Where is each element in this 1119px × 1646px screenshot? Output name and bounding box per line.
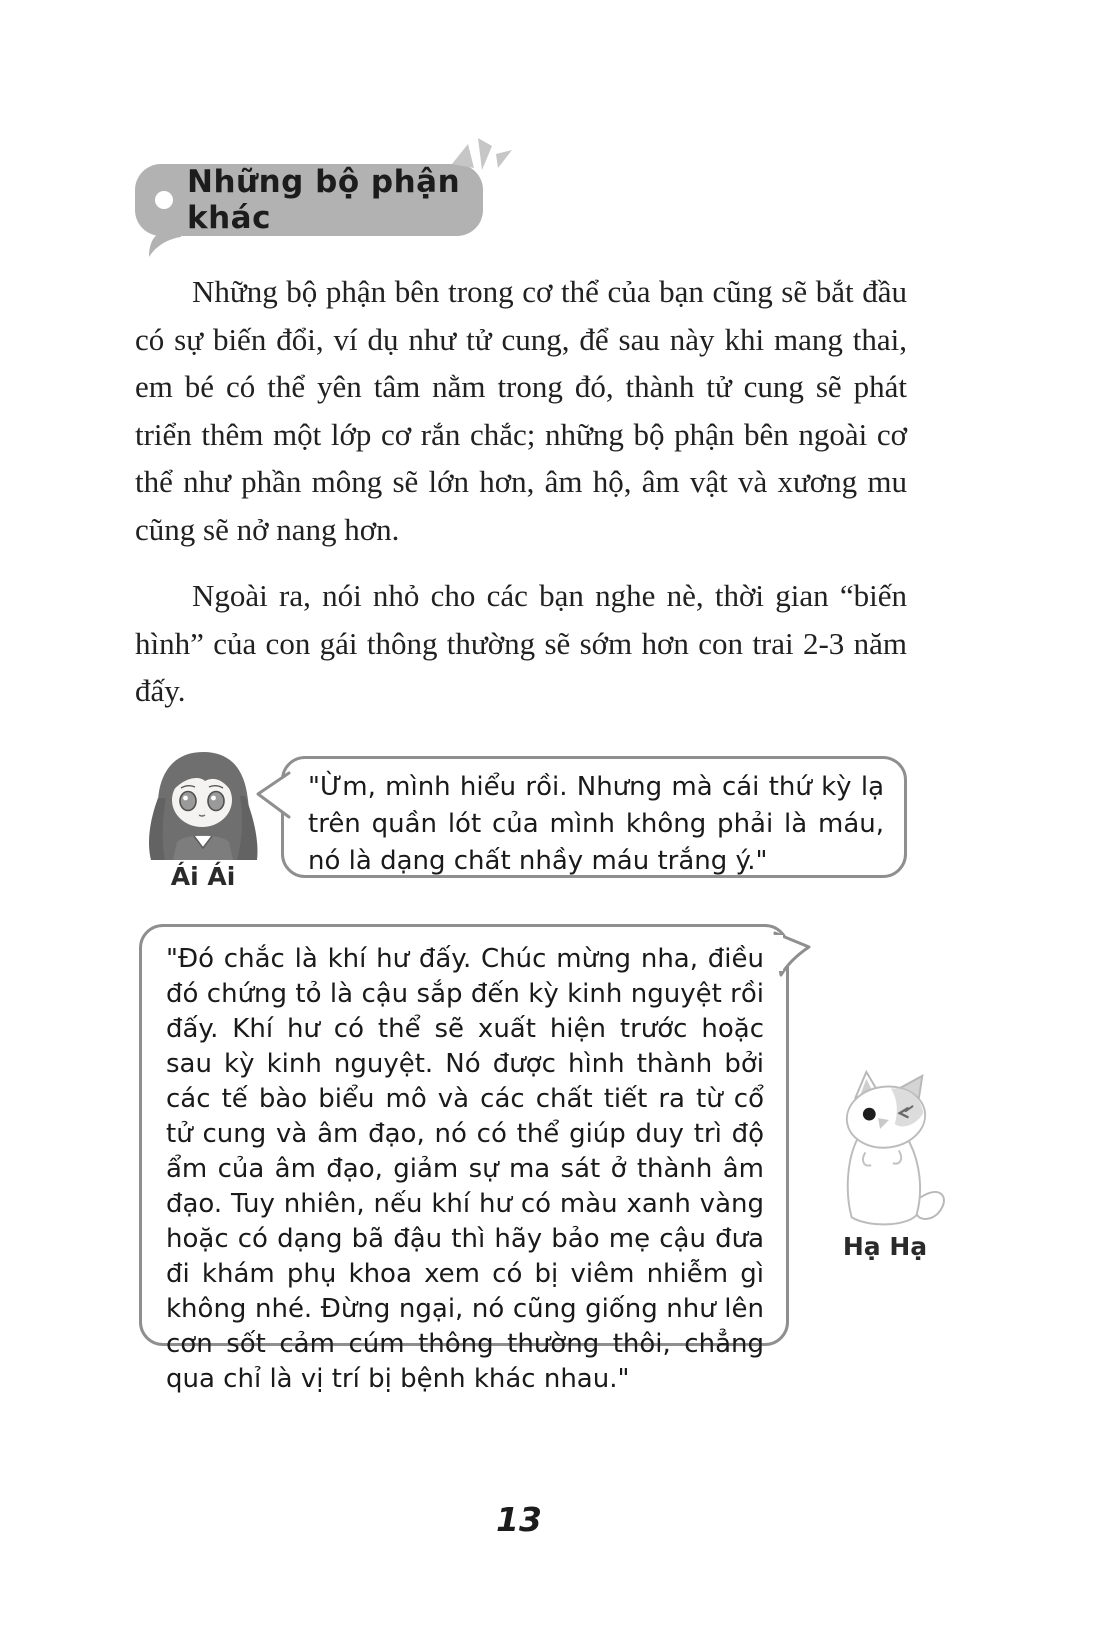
speaker-aiai	[138, 748, 268, 891]
girl-avatar	[139, 748, 267, 860]
speaker-haha	[800, 1068, 970, 1261]
page-number: 13	[496, 1500, 542, 1539]
bullet-dot-icon	[155, 191, 173, 209]
cat-avatar	[805, 1068, 965, 1230]
sparkle-icon	[450, 134, 512, 186]
section-title: Những bộ phận khác	[187, 164, 461, 236]
bubble-tail-left-icon	[254, 771, 290, 819]
speaker-name-aiai: Ái Ái	[170, 862, 236, 891]
speech-text-aiai: "Ừm, mình hiểu rồi. Nhưng mà cái thứ kỳ lạ trên quần lót của mình không phải là máu, nó là dạng chất nhầy máu trắng ý."	[308, 772, 884, 876]
bubble-tail-icon	[147, 233, 181, 257]
paragraph-2: Ngoài ra, nói nhỏ cho các bạn nghe nè, thời gian “biến hình” của con gái thông thường sẽ sớm hơn con trai 2-3 năm đấy.	[135, 578, 907, 708]
speaker-name-haha: Hạ Hạ	[842, 1232, 928, 1261]
section-title-bubble	[135, 164, 483, 236]
speech-bubble-aiai	[281, 756, 907, 878]
bubble-tail-right-icon	[773, 931, 813, 977]
body-text	[135, 268, 907, 734]
speech-text-haha: "Đó chắc là khí hư đấy. Chúc mừng nha, điều đó chứng tỏ là cậu sắp đến kỳ kinh nguyệt rồi đấy. Khí hư có thể sẽ xuất hiện trước hoặc sau kỳ kinh nguyệt. Nó được hình thành bởi các tế bào biểu mô và các chất tiết ra từ cổ tử cung và âm đạo, nó có thể giúp duy trì độ ẩm của âm đạo, giảm sự ma sát ở thành âm đạo. Tuy nhiên, nếu khí hư có màu xanh vàng hoặc có dạng bã đậu thì hãy bảo mẹ cậu đưa đi khám phụ khoa xem có bị viêm nhiễm gì không nhé. Đừng ngại, nó cũng giống như lên cơn sốt cảm cúm thông thường thôi, chẳng qua chỉ là vị trí bị bệnh khác nhau."	[166, 944, 764, 1394]
speech-bubble-haha	[139, 924, 789, 1394]
paragraph-1: Những bộ phận bên trong cơ thể của bạn cũng sẽ bắt đầu có sự biến đổi, ví dụ như tử cung, để sau này khi mang thai, em bé có thể yên tâm nằm trong đó, thành tử cung sẽ phát triển thêm một lớp cơ rắn chắc; những bộ phận bên ngoài cơ thể như phần mông sẽ lớn hơn, âm hộ, âm vật và xương mu cũng sẽ nở nang hơn.	[135, 274, 907, 547]
